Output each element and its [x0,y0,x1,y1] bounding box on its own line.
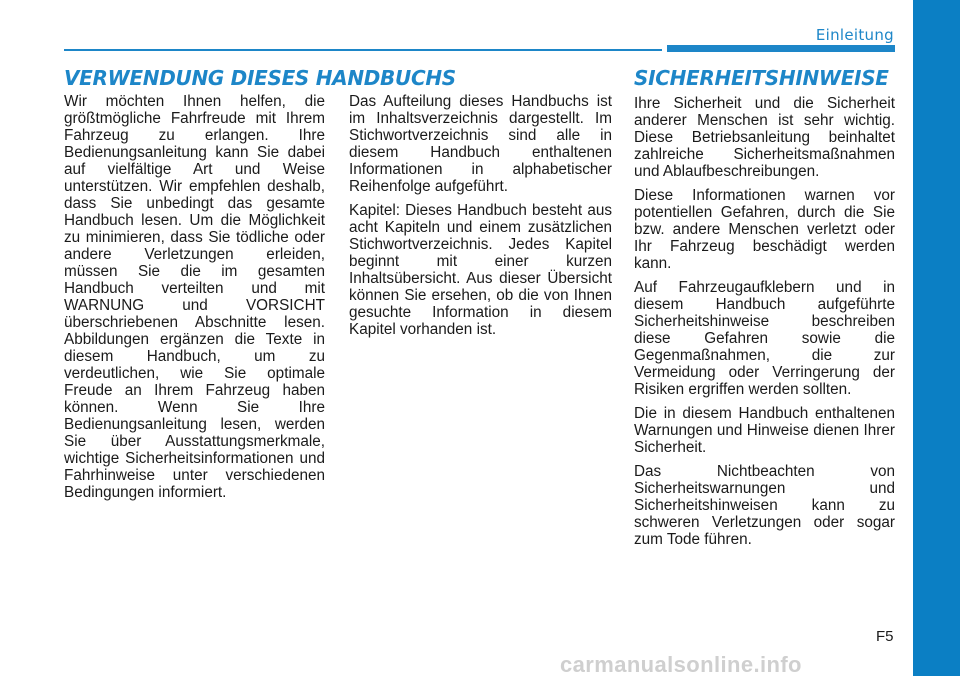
watermark: carmanualsonline.info [560,652,802,677]
paragraph: Ihre Sicherheit und die Sicherheit anderer Menschen ist sehr wichtig. Diese Betriebsanleitung beinhaltet zahlreiche Sicherheitsmaßnahmen und Ablaufbeschreibungen. [634,95,895,180]
paragraph: Wir möchten Ihnen helfen, die größtmögliche Fahrfreude mit Ihrem Fahrzeug zu erlangen. Ihre Bedienungsanleitung kann Sie dabei auf vielfältige Art und Weise unterstützen. Wir empfehlen deshalb, dass Sie unbedingt das gesamte Handbuch lesen. Um die Möglichkeit zu minimieren, dass Sie tödliche oder andere Verletzungen erleiden, müssen Sie die im gesamten Handbuch verteilten und mit WARNUNG und VORSICHT überschriebenen Abschnitte lesen. Abbildungen ergänzen die Texte in diesem Handbuch, um zu verdeutlichen, wie Sie optimale Freude an Ihrem Fahrzeug haben können. Wenn Sie Ihre Bedienungsanleitung lesen, werden Sie über Ausstattungsmerkmale, wichtige Sicherheitsinformationen und Fahrhinweise unter verschiedenen Bedingungen informiert. [64,93,325,501]
chapter-tab-bar [913,0,960,676]
column-usage-structure [349,93,612,345]
header-rule [64,49,662,51]
paragraph: Diese Informationen warnen vor potentiellen Gefahren, durch die Sie bzw. andere Menschen verletzt oder Ihr Fahrzeug beschädigt werden kann. [634,187,895,272]
header-rule-accent [667,45,895,52]
column-safety [634,95,895,555]
paragraph: Auf Fahrzeugaufklebern und in diesem Handbuch aufgeführte Sicherheitshinweise beschreiben diese Gefahren sowie die Gegenmaßnahmen, die zur Vermeidung oder Verringerung der Risiken ergriffen werden sollten. [634,279,895,398]
column-usage-intro [64,93,325,508]
paragraph: Das Aufteilung dieses Handbuchs ist im Inhaltsverzeichnis dargestellt. Im Stichwortverzeichnis sind alle in diesem Handbuch enthaltenen Informationen in alphabetischer Reihenfolge aufgeführt. [349,93,612,195]
page-number: F5 [876,628,894,645]
paragraph: Das Nichtbeachten von Sicherheitswarnungen und Sicherheitshinweisen kann zu schweren Verletzungen oder sogar zum Tode führen. [634,463,895,548]
heading-safety-notes: SICHERHEITSHINWEISE [634,66,889,90]
section-title: Einleitung [815,26,894,44]
paragraph: Kapitel: Dieses Handbuch besteht aus acht Kapiteln und einem zusätzlichen Stichwortverzeichnis. Jedes Kapitel beginnt mit einer kurzen Inhaltsübersicht. Aus dieser Übersicht können Sie ersehen, ob die von Ihnen gesuchte Information in diesem Kapitel vorhanden ist. [349,202,612,338]
heading-handbook-usage: VERWENDUNG DIESES HANDBUCHS [64,66,456,90]
paragraph: Die in diesem Handbuch enthaltenen Warnungen und Hinweise dienen Ihrer Sicherheit. [634,405,895,456]
